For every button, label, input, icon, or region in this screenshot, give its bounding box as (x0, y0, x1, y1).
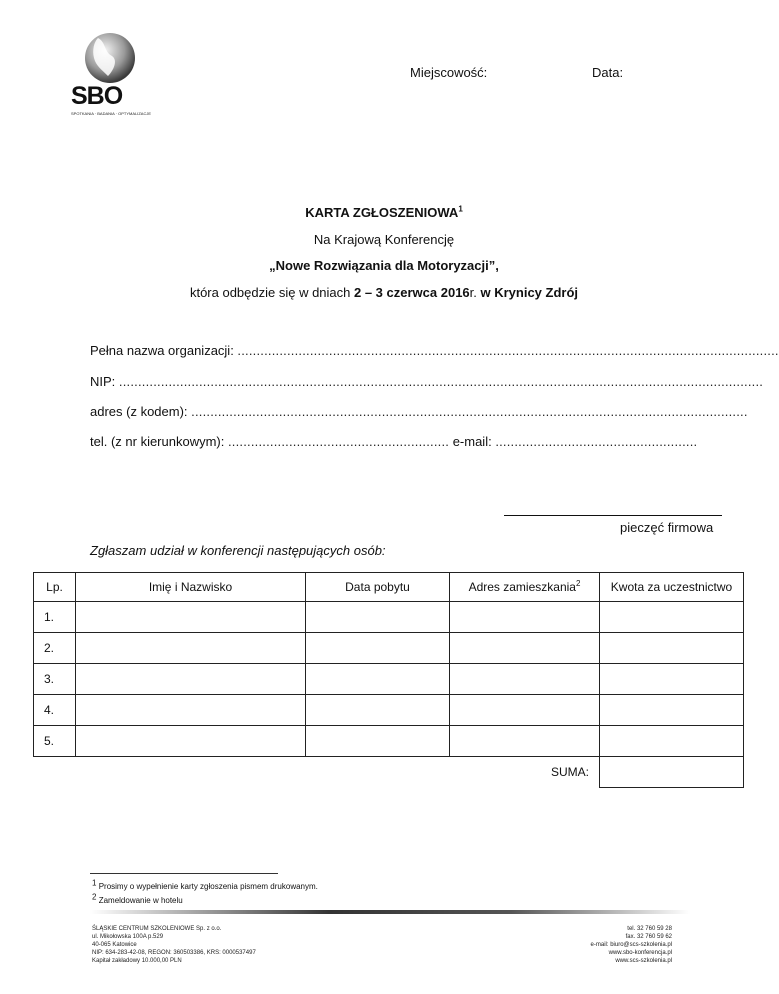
fee-cell[interactable] (600, 633, 744, 664)
address-field[interactable]: adres (z kodem): .................................................................................................................................................. (90, 404, 748, 419)
nip-field[interactable]: NIP: ......................................................................................................................................................................... (90, 374, 764, 389)
stay-cell[interactable] (306, 602, 450, 633)
fee-cell[interactable] (600, 695, 744, 726)
name-cell[interactable] (76, 695, 306, 726)
address-cell[interactable] (450, 695, 600, 726)
stay-cell[interactable] (306, 695, 450, 726)
org-name-field[interactable]: Pełna nazwa organizacji: .............................................................................................................................................. (90, 343, 779, 358)
stamp-line (504, 515, 722, 516)
header-name: Imię i Nazwisko (76, 573, 306, 602)
tel-email-field[interactable]: tel. (z nr kierunkowym): .......................................................... e-mail: ..................................................... (90, 434, 698, 449)
sum-row (34, 757, 744, 788)
row-number: 3. (34, 664, 76, 695)
row-number: 4. (34, 695, 76, 726)
header-fee: Kwota za uczestnictwo (600, 573, 744, 602)
header-address: Adres zamieszkania$^2$ (450, 573, 600, 602)
row-number: 1. (34, 602, 76, 633)
address-cell[interactable] (450, 726, 600, 757)
stay-cell[interactable] (306, 664, 450, 695)
table-header-row (34, 573, 744, 602)
name-cell[interactable] (76, 602, 306, 633)
table-row (34, 602, 744, 633)
form-title: KARTA ZGŁOSZENIOWA$^1$ (305, 204, 463, 220)
sum-cell[interactable] (600, 757, 744, 788)
name-cell[interactable] (76, 726, 306, 757)
participants-intro: Zgłaszam udział w konferencji następujących osób: (90, 543, 386, 558)
footer-divider (90, 910, 690, 914)
row-number: 2. (34, 633, 76, 664)
sum-label: SUMA: (550, 765, 589, 780)
stamp-label: pieczęć firmowa (620, 520, 714, 535)
logo-globe-icon (68, 30, 152, 120)
conference-intro: Na Krajową Konferencję (313, 232, 455, 247)
conference-dates: która odbędzie się w dniach 2 – 3 czerwca 2016r. w Krynicy Zdrój (189, 285, 579, 300)
conference-name: „Nowe Rozwiązania dla Motoryzacji”, (269, 258, 499, 273)
header-stay: Data pobytu (306, 573, 450, 602)
row-number: 5. (34, 726, 76, 757)
footnote-divider (90, 873, 278, 874)
name-cell[interactable] (76, 633, 306, 664)
footer-contact: tel. 32 760 59 28 fax. 32 760 59 62 e-mail: biuro@scs-szkolenia.pl www.sbo-konferencja.pl www.scs-szkolenia.pl (590, 926, 672, 964)
participants-table (33, 572, 744, 788)
fee-cell[interactable] (600, 602, 744, 633)
footer-company: ŚLĄSKIE CENTRUM SZKOLENIOWE Sp. z o.o. ul. Mikołowska 100A p.529 40-065 Katowice NIP: 634-283-42-08, REGON: 360503386, KRS: 0000537497 Kapitał zakładowy 10.000,00 PLN (92, 926, 256, 964)
address-cell[interactable] (450, 602, 600, 633)
address-cell[interactable] (450, 664, 600, 695)
table-row (34, 664, 744, 695)
name-cell[interactable] (76, 664, 306, 695)
table-row (34, 633, 744, 664)
sbo-logo (68, 30, 152, 120)
fee-cell[interactable] (600, 664, 744, 695)
address-cell[interactable] (450, 633, 600, 664)
table-row (34, 695, 744, 726)
svg-text:SBO: SBO (71, 82, 123, 110)
fee-cell[interactable] (600, 726, 744, 757)
place-label: Miejscowość: (410, 65, 488, 80)
footnote-2: $^2$ Zameldowanie w hotelu (92, 892, 183, 905)
footnote-1: $^1$ Prosimy o wypełnienie karty zgłoszenia pismem drukowanym. (92, 878, 318, 891)
svg-text:SPOTKANIA · BADANIA · OPTYMALI: SPOTKANIA · BADANIA · OPTYMALIZACJE (71, 111, 152, 116)
header-lp: Lp. (34, 573, 76, 602)
date-label: Data: (592, 65, 624, 80)
stay-cell[interactable] (306, 633, 450, 664)
table-row (34, 726, 744, 757)
stay-cell[interactable] (306, 726, 450, 757)
